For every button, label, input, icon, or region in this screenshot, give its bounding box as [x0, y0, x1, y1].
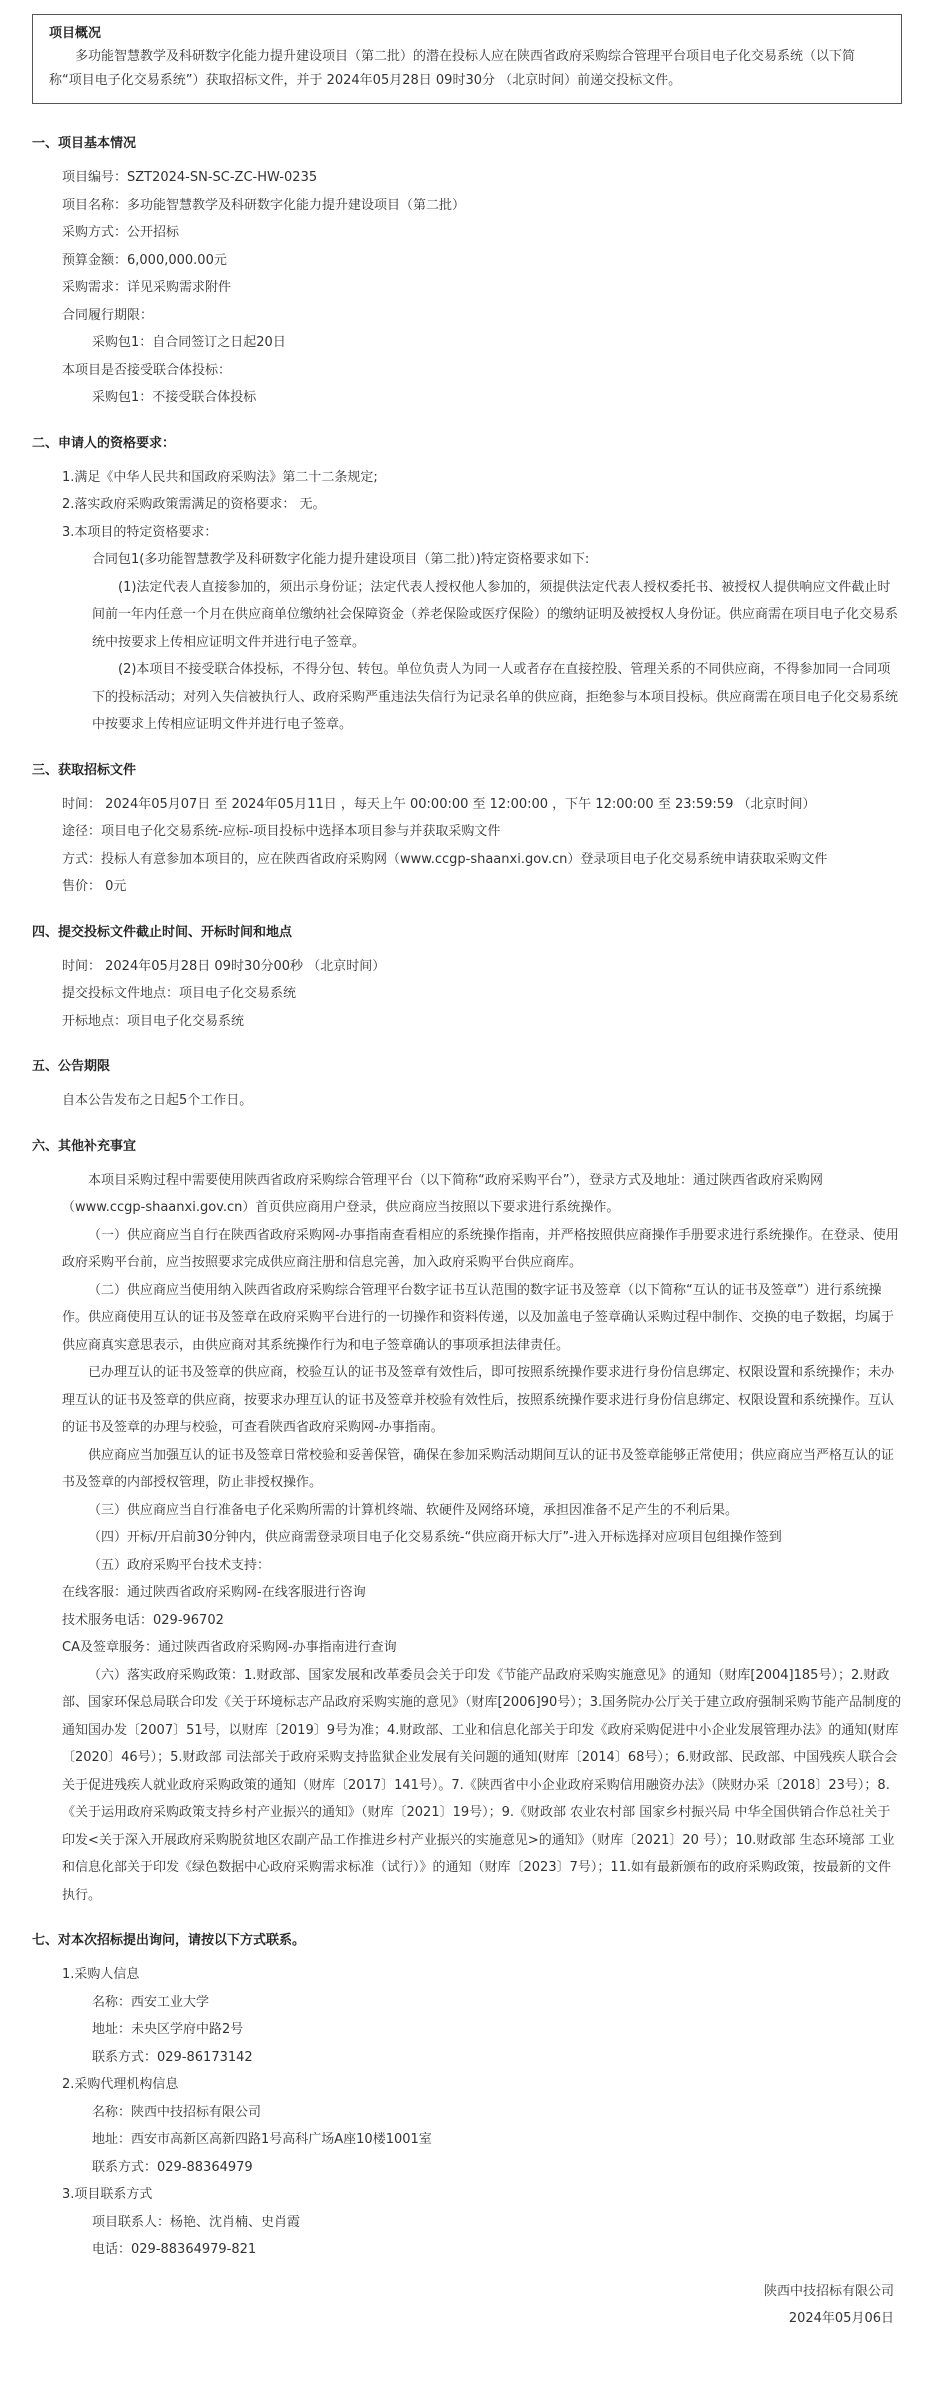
obtain-method: 方式：投标人有意参加本项目的，应在陕西省政府采购网（www.ccgp-shaanxi.gov.cn）登录项目电子化交易系统申请获取采购文件: [62, 851, 828, 867]
procurement-demand: 采购需求：详见采购需求附件: [62, 280, 232, 295]
signature-org: 陕西中技招标有限公司: [763, 2283, 894, 2299]
support-phone: 技术服务电话：029-96702: [62, 1612, 224, 1628]
section-deadline: [32, 923, 902, 1036]
buyer-heading: 1.采购人信息: [62, 1967, 140, 1982]
other-paragraph: 供应商应当加强互认的证书及签章日常校验和妥善保管，确保在参加采购活动期间互认的证书及签章能够正常使用；供应商应当严格互认的证书及签章的内部授权管理，防止非授权操作。: [62, 1447, 895, 1490]
document-price: 售价： 0元: [62, 879, 127, 894]
section-title: 六、其他补充事宜: [32, 1138, 137, 1154]
qualification-item: 3.本项目的特定资格要求：: [62, 524, 218, 540]
buyer-address: 地址：未央区学府中路2号: [92, 2022, 244, 2037]
other-paragraph: （三）供应商应当自行准备电子化采购所需的计算机终端、软硬件及网络环境，承担因准备不足产生的不利后果。: [88, 1502, 739, 1518]
obtain-time: 时间： 2024年05月07日 至 2024年05月11日 ，每天上午 00:00:00 至 12:00:00 ，下午 12:00:00 至 23:59:59 （北京时间）: [62, 796, 816, 812]
contact-persons: 项目联系人：杨艳、沈肖楠、史肖霞: [92, 2214, 301, 2230]
other-paragraph: （四）开标/开启前30分钟内，供应商需登录项目电子化交易系统-“供应商开标大厅”-进入开标选择对应项目包组操作签到: [88, 1530, 782, 1545]
procurement-method: 采购方式：公开招标: [62, 225, 180, 240]
section-contacts: [32, 1931, 902, 2264]
contact-heading: 3.项目联系方式: [62, 2187, 153, 2202]
section-notice-period: [32, 1057, 902, 1115]
overview-body: 多功能智慧教学及科研数字化能力提升建设项目（第二批）的潜在投标人应在陕西省政府采购综合管理平台项目电子化交易系统（以下简称“项目电子化交易系统”）获取招标文件，并于 2024年05月28日 09时30分 （北京时间）前递交投标文件。: [49, 49, 856, 88]
policy-paragraph: （六）落实政府采购政策：1.财政部、国家发展和改革委员会关于印发《节能产品政府采购实施意见》的通知（财库[2004]185号）；2.财政部、国家环保总局联合印发《关于环境标志产品政府采购实施的意见》（财库[2006]90号）；3.国务院办公厅关于建立政府强制采购节能产品制度的通知国办发〔2007〕51号，以财库〔2019〕9号为准；4.财政部、工业和信息化部关于印发《政府采购促进中小企业发展管理办法》的通知(财库〔2020〕46号）；5.财政部 司法部关于政府采购支持监狱企业发展有关问题的通知(财库〔2014〕68号）；6.财政部、民政部、中国残疾人联合会关于促进残疾人就业政府采购政策的通知（财库〔2017〕141号）。7.《陕西省中小企业政府采购信用融资办法》（陕财办采〔2018〕23号）；8.《关于运用政府采购政策支持乡村产业振兴的通知》（财库〔2021〕19号）；9.《财政部 农业农村部 国家乡村振兴局 中华全国供销合作总社关于印发<关于深入开展政府采购脱贫地区农副产品工作推进乡村产业振兴的实施意见>的通知》（财库〔2021〕20 号）；10.财政部 生态环境部 工业和信息化部关于印发《绿色数据中心政府采购需求标准（试行）》的通知（财库〔2023〕7号）；11.如有最新颁布的政府采购政策，按最新的文件执行。: [62, 1667, 902, 1903]
buyer-name: 名称：西安工业大学: [92, 1994, 210, 2010]
qualification-item: 2.落实政府采购政策需满足的资格要求： 无。: [62, 497, 326, 512]
section-basic-info: [32, 134, 902, 412]
package-period: 采购包1：自合同签订之日起20日: [92, 335, 286, 350]
other-paragraph: 已办理互认的证书及签章的供应商，校验互认的证书及签章有效性后，即可按照系统操作要求进行身份信息绑定、权限设置和系统操作；未办理互认的证书及签章的供应商，按要求办理互认的证书及签章并校验有效性后，按照系统操作要求进行身份信息绑定、权限设置和系统操作。互认的证书及签章的办理与校验，可查看陕西省政府采购网-办事指南。: [62, 1365, 895, 1435]
section-title: 三、获取招标文件: [32, 762, 137, 778]
section-title: 五、公告期限: [32, 1059, 111, 1074]
section-other-matters: [32, 1137, 902, 1910]
signature-date: 2024年05月06日: [788, 2311, 894, 2326]
section-qualifications: [32, 434, 902, 739]
buyer-phone: 联系方式：029-86173142: [92, 2049, 253, 2065]
contract-period-label: 合同履行期限：: [62, 307, 154, 323]
budget-amount: 预算金额：6,000,000.00元: [62, 252, 227, 268]
section-title: 四、提交投标文件截止时间、开标时间和地点: [32, 924, 293, 940]
submission-location: 提交投标文件地点：项目电子化交易系统: [62, 986, 297, 1001]
section-title: 二、申请人的资格要求：: [32, 435, 176, 451]
qualification-item: 1.满足《中华人民共和国政府采购法》第二十二条规定;: [62, 469, 378, 485]
notice-period: 自本公告发布之日起5个工作日。: [62, 1093, 253, 1108]
obtain-channel: 途径：项目电子化交易系统-应标-项目投标中选择本项目参与并获取采购文件: [62, 824, 501, 839]
agency-phone: 联系方式：029-88364979: [92, 2159, 253, 2175]
package-consortium: 采购包1：不接受联合体投标: [92, 390, 257, 405]
support-ca: CA及签章服务：通过陕西省政府采购网-办事指南进行查询: [62, 1640, 397, 1655]
announcement-page: [32, 14, 902, 2333]
contact-phone: 电话：029-88364979-821: [92, 2242, 257, 2257]
agency-address: 地址：西安市高新区高新四路1号高科广场A座10楼1001室: [92, 2132, 432, 2147]
project-name: 项目名称：多功能智慧教学及科研数字化能力提升建设项目（第二批）: [62, 197, 466, 213]
section-title: 一、项目基本情况: [32, 136, 137, 151]
project-number: 项目编号：SZT2024-SN-SC-ZC-HW-0235: [62, 170, 318, 185]
agency-name: 名称：陕西中技招标有限公司: [92, 2104, 262, 2120]
qualification-item: 合同包1(多功能智慧教学及科研数字化能力提升建设项目（第二批）)特定资格要求如下:: [92, 552, 590, 567]
other-paragraph: 本项目采购过程中需要使用陕西省政府采购综合管理平台（以下简称“政府采购平台”），登录方式及地址：通过陕西省政府采购网（www.ccgp-shaanxi.gov.cn）首页供应商用户登录，供应商应当按照以下要求进行系统操作。: [62, 1172, 823, 1215]
qualification-paragraph: (1)法定代表人直接参加的，须出示身份证；法定代表人授权他人参加的，须提供法定代表人授权委托书、被授权人提供响应文件截止时间前一年内任意一个月在供应商单位缴纳社会保障资金（养老保险或医疗保险）的缴纳证明及被授权人身份证。供应商需在项目电子化交易系统中按要求上传相应证明文件并进行电子签章。: [92, 579, 899, 650]
overview-box: [32, 14, 902, 104]
support-online: 在线客服：通过陕西省政府采购网-在线客服进行咨询: [62, 1585, 366, 1600]
qualification-paragraph: (2)本项目不接受联合体投标，不得分包、转包。单位负责人为同一人或者存在直接控股、管理关系的不同供应商，不得参加同一合同项下的投标活动；对列入失信被执行人、政府采购严重违法失信行为记录名单的供应商，拒绝参与本项目投标。供应商需在项目电子化交易系统中按要求上传相应证明文件并进行电子签章。: [92, 662, 899, 732]
other-paragraph: （一）供应商应当自行在陕西省政府采购网-办事指南查看相应的系统操作指南，并严格按照供应商操作手册要求进行系统操作。在登录、使用政府采购平台前，应当按照要求完成供应商注册和信息完善，加入政府采购平台供应商库。: [62, 1227, 899, 1270]
agency-heading: 2.采购代理机构信息: [62, 2077, 179, 2092]
overview-title: 项目概况: [49, 26, 102, 41]
section-obtain-documents: [32, 761, 902, 901]
section-title: 七、对本次招标提出询问，请按以下方式联系。: [32, 1933, 306, 1948]
other-paragraph: （二）供应商应当使用纳入陕西省政府采购综合管理平台数字证书互认范围的数字证书及签章（以下简称“互认的证书及签章”）进行系统操作。供应商使用互认的证书及签章在政府采购平台进行的一切操作和资料传递，以及加盖电子签章确认采购过程中制作、交换的电子数据，均属于供应商真实意思表示，由供应商对其系统操作行为和电子签章确认的事项承担法律责任。: [62, 1282, 895, 1353]
other-paragraph: （五）政府采购平台技术支持：: [88, 1557, 271, 1573]
signature-block: [32, 2278, 902, 2333]
consortium-label: 本项目是否接受联合体投标：: [62, 362, 232, 378]
deadline-time: 时间： 2024年05月28日 09时30分00秒 （北京时间）: [62, 958, 386, 974]
opening-location: 开标地点：项目电子化交易系统: [62, 1013, 245, 1029]
